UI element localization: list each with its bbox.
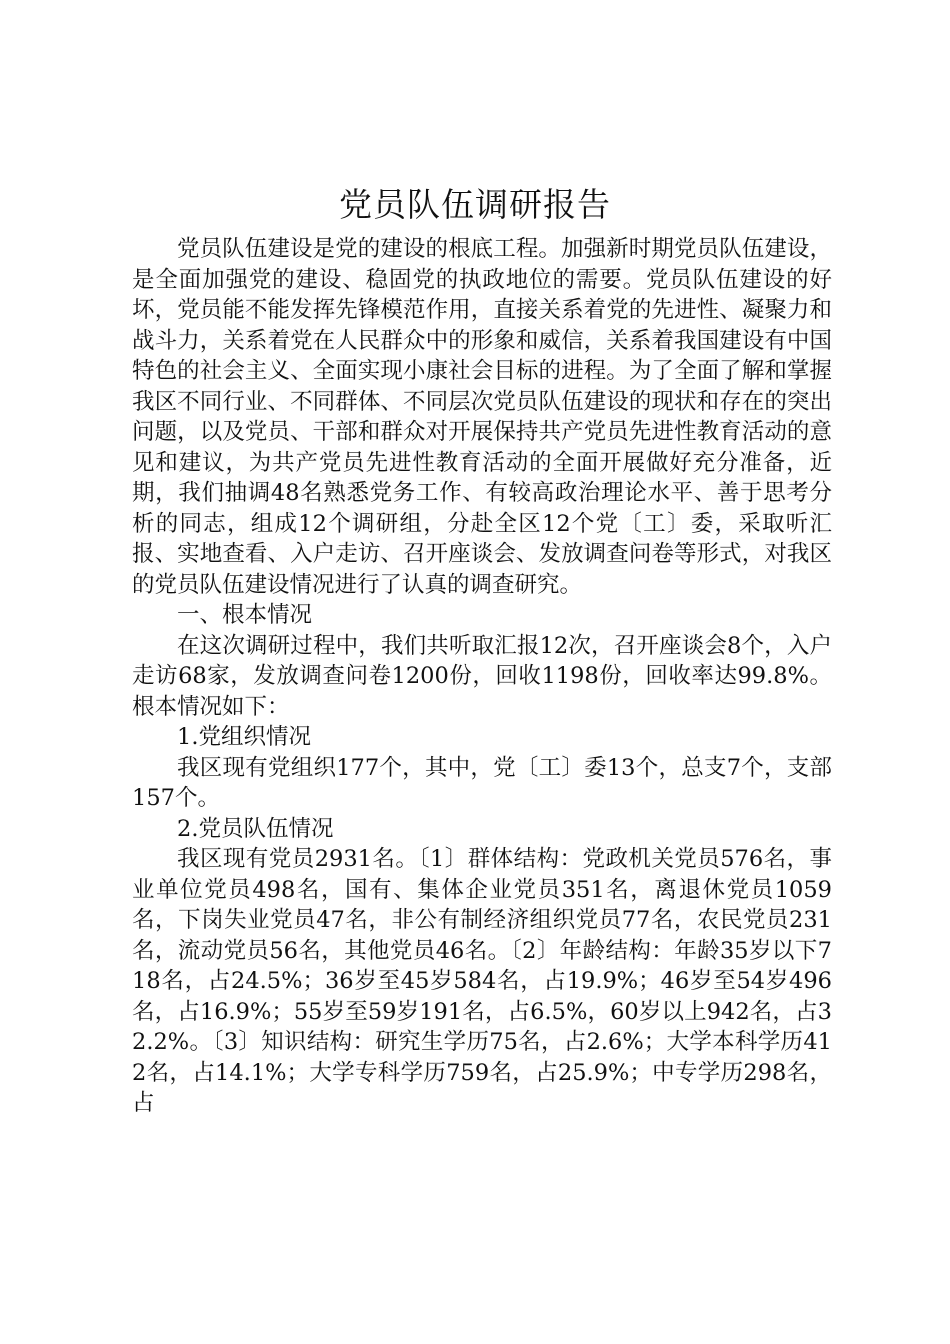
party-members-paragraph: 我区现有党员2931名。〔1〕群体结构：党政机关党员576名，事业单位党员498名，国有、集体企业党员351名，离退休党员1059名，下岗失业党员47名，非公有制经济组织党员77名，农民党员231名，流动党员56名，其他党员46名。〔2〕年龄结构：年龄35岁以下718名，占24.5%；36岁至45岁584名，占19.9%；46岁至54岁496名，占16.9%；55岁至59岁191名，占6.5%，60岁以上942名，占32.2%。〔3〕知识结构：研究生学历75名，占2.6%；大学本科学历412名，占14.1%；大学专科学历759名，占25.9%；中专学历298名，占 — [132, 846, 832, 1116]
intro-paragraph: 党员队伍建设是党的建设的根底工程。加强新时期党员队伍建设，是全面加强党的建设、稳固党的执政地位的需要。党员队伍建设的好坏，党员能不能发挥先锋模范作用，直接关系着党的先进性、凝聚力和战斗力，关系着党在人民群众中的形象和威信，关系着我国建设有中国特色的社会主义、全面实现小康社会目标的进程。为了全面了解和掌握我区不同行业、不同群体、不同层次党员队伍建设的现状和存在的突出问题，以及党员、干部和群众对开展保持共产党员先进性教育活动的意见和建议，为共产党员先进性教育活动的全面开展做好充分准备，近期，我们抽调48名熟悉党务工作、有较高政治理论水平、善于思考分析的同志，组成12个调研组，分赴全区12个党〔工〕委，采取听汇报、实地查看、入户走访、召开座谈会、发放调查问卷等形式，对我区的党员队伍建设情况进行了认真的调查研究。 — [132, 236, 832, 598]
subheading-party-members: 2.党员队伍情况 — [177, 815, 334, 842]
subheading-party-organizations: 1.党组织情况 — [177, 724, 311, 750]
party-organizations-paragraph: 我区现有党组织177个，其中，党〔工〕委13个，总支7个，支部157个。 — [132, 754, 832, 811]
survey-summary-paragraph: 在这次调研过程中，我们共听取汇报12次，召开座谈会8个，入户走访68家，发放调查问卷1200份，回收1198份，回收率达99.8%。根本情况如下： — [132, 632, 832, 720]
section-heading-basic-situation: 一、根本情况 — [177, 602, 313, 628]
document-title: 党员队伍调研报告 — [339, 185, 611, 224]
document-body — [132, 234, 832, 1119]
